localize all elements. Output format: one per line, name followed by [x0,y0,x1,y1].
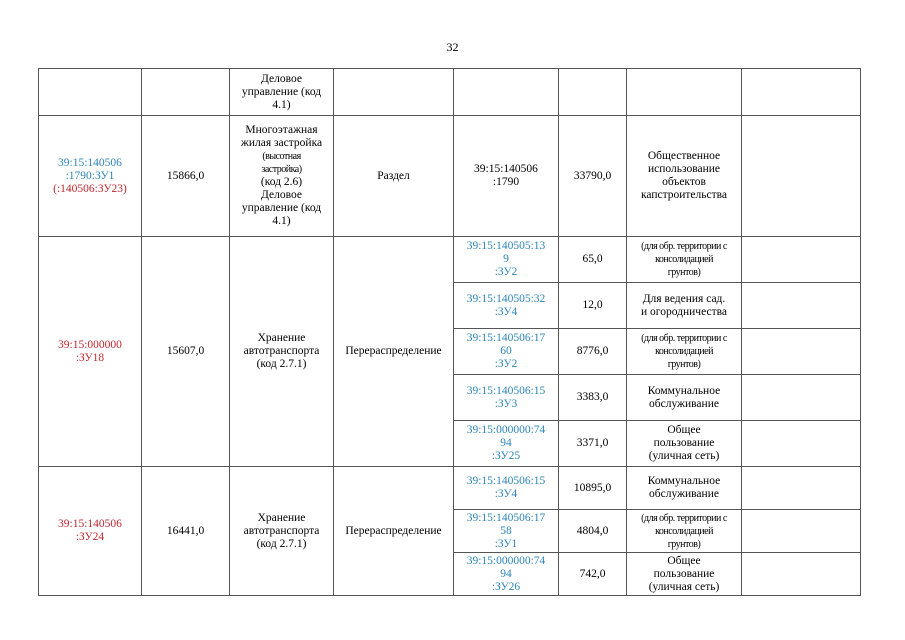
source-area-cell: 4804,0 [559,510,627,553]
new-plot-cell: 39:15:140506 :1790:ЗУ1 (:140506:ЗУ23) [39,116,142,237]
source-use-cell: Общее пользование (уличная сеть) [627,553,742,596]
area-cell: 16441,0 [142,467,230,596]
empty-cell [454,69,559,116]
source-area-cell: 742,0 [559,553,627,596]
permitted-use-cell: Деловое управление (код 4.1) [230,69,334,116]
source-area-cell: 8776,0 [559,329,627,375]
source-use-cell: Общее пользование (уличная сеть) [627,421,742,467]
new-plot-cell: 39:15:140506 :ЗУ24 [39,467,142,596]
empty-cell [742,375,861,421]
source-plot-cell: 39:15:140505:13 9 :ЗУ2 [454,237,559,283]
table-row [39,116,861,237]
source-plot-cell: 39:15:140506:15 :ЗУ4 [454,467,559,510]
area-cell: 15866,0 [142,116,230,237]
source-area-cell: 33790,0 [559,116,627,237]
empty-cell [742,283,861,329]
empty-cell [742,116,861,237]
source-use-cell: Для ведения сад. и огородничества [627,283,742,329]
permitted-use-cell: Многоэтажная жилая застройка (высотная застройка) (код 2.6) Деловое управление (код 4.1) [230,116,334,237]
source-area-cell: 3383,0 [559,375,627,421]
table-row [39,69,861,116]
empty-cell [742,69,861,116]
source-plot-cell: 39:15:140506:15 :ЗУ3 [454,375,559,421]
empty-cell [142,69,230,116]
source-area-cell: 3371,0 [559,421,627,467]
permitted-use-cell: Хранение автотранспорта (код 2.7.1) [230,237,334,467]
source-plot-cell: 39:15:140506:17 58 :ЗУ1 [454,510,559,553]
source-area-cell: 10895,0 [559,467,627,510]
source-use-cell: Общественное использование объектов капстроительства [627,116,742,237]
source-area-cell: 65,0 [559,237,627,283]
page-number: 32 [446,40,459,54]
formation-method-cell: Перераспределение [334,467,454,596]
table-row [39,467,861,510]
empty-cell [559,69,627,116]
empty-cell [742,510,861,553]
empty-cell [742,329,861,375]
source-use-cell: (для обр. территории с консолидацией грунтов) [627,237,742,283]
source-use-cell: Коммунальное обслуживание [627,375,742,421]
empty-cell [627,69,742,116]
formation-method-cell: Перераспределение [334,237,454,467]
source-plot-cell: 39:15:140505:32 :ЗУ4 [454,283,559,329]
source-plot-cell: 39:15:000000:74 94 :ЗУ26 [454,553,559,596]
land-plots-table [38,68,861,596]
source-use-cell: (для обр. территории с консолидацией грунтов) [627,510,742,553]
empty-cell [742,421,861,467]
source-area-cell: 12,0 [559,283,627,329]
empty-cell [742,467,861,510]
empty-cell [742,237,861,283]
empty-cell [39,69,142,116]
formation-method-cell: Раздел [334,116,454,237]
table-row [39,237,861,283]
empty-cell [742,553,861,596]
new-plot-cell: 39:15:000000 :ЗУ18 [39,237,142,467]
source-use-cell: Коммунальное обслуживание [627,467,742,510]
permitted-use-cell: Хранение автотранспорта (код 2.7.1) [230,467,334,596]
empty-cell [334,69,454,116]
source-plot-cell: 39:15:140506:17 60 :ЗУ2 [454,329,559,375]
source-plot-cell: 39:15:140506 :1790 [454,116,559,237]
source-plot-cell: 39:15:000000:74 94 :ЗУ25 [454,421,559,467]
source-use-cell: (для обр. территории с консолидацией грунтов) [627,329,742,375]
area-cell: 15607,0 [142,237,230,467]
